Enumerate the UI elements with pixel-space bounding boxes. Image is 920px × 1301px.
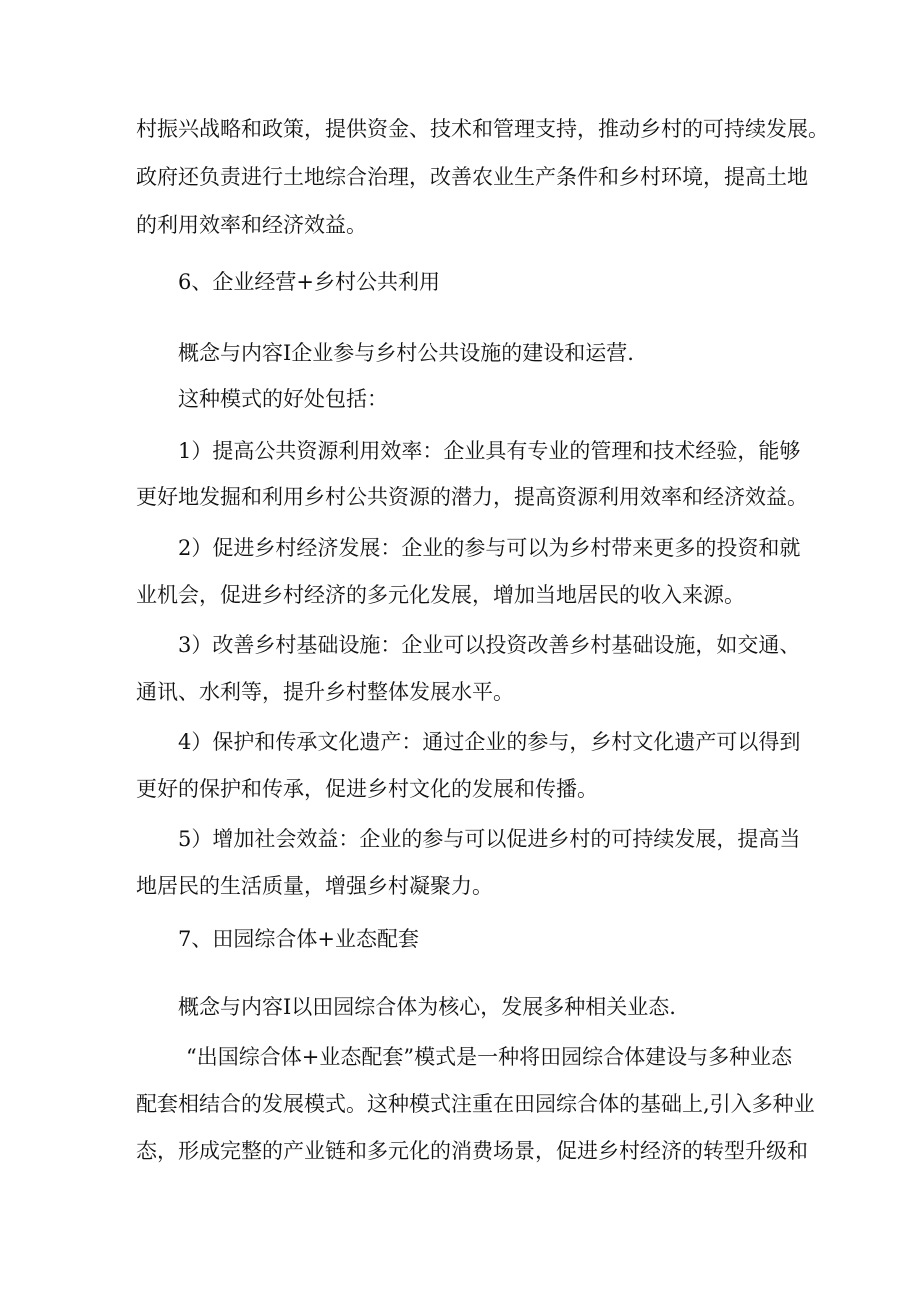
body-text-line: “出国综合体+业态配套”模式是一种将田园综合体建设与多种业态	[186, 1045, 793, 1069]
body-text-line: 地居民的生活质量，增强乡村凝聚力。	[136, 874, 493, 898]
concept-line: 概念与内容I企业参与乡村公共设施的建设和运营.	[178, 341, 634, 365]
list-item: 4）保护和传承文化遗产：通过企业的参与，乡村文化遗产可以得到	[178, 730, 801, 754]
section-heading: 6、企业经营+乡村公共利用	[178, 270, 440, 294]
list-item: 2）促进乡村经济发展：企业的参与可以为乡村带来更多的投资和就	[178, 536, 801, 560]
body-text-line: 这种模式的好处包括：	[178, 387, 388, 411]
body-text-line: 更好地发掘和利用乡村公共资源的潜力，提高资源利用效率和经济效益。	[136, 485, 808, 509]
body-text-line: 的利用效率和经济效益。	[136, 213, 367, 237]
body-text-line: 态，形成完整的产业链和多元化的消费场景，促进乡村经济的转型升级和	[136, 1139, 808, 1163]
list-item: 3）改善乡村基础设施：企业可以投资改善乡村基础设施，如交通、	[178, 633, 801, 657]
body-text-line: 业机会，促进乡村经济的多元化发展，增加当地居民的收入来源。	[136, 583, 745, 607]
body-text-line: 通讯、水利等，提升乡村整体发展水平。	[136, 680, 514, 704]
list-item: 1）提高公共资源利用效率：企业具有专业的管理和技术经验，能够	[178, 439, 801, 463]
concept-line: 概念与内容I以田园综合体为核心，发展多种相关业态.	[178, 995, 676, 1019]
body-text-line: 更好的保护和传承，促进乡村文化的发展和传播。	[136, 777, 598, 801]
body-text-line: 政府还负责进行土地综合治理，改善农业生产条件和乡村环境，提高土地	[136, 165, 808, 189]
body-text-line: 村振兴战略和政策，提供资金、技术和管理支持，推动乡村的可持续发展。	[136, 117, 829, 141]
body-text-line: 配套相结合的发展模式。这种模式注重在田园综合体的基础上,引入多种业	[136, 1092, 815, 1116]
list-item: 5）增加社会效益：企业的参与可以促进乡村的可持续发展，提高当	[178, 827, 801, 851]
section-heading: 7、田园综合体+业态配套	[178, 927, 419, 951]
